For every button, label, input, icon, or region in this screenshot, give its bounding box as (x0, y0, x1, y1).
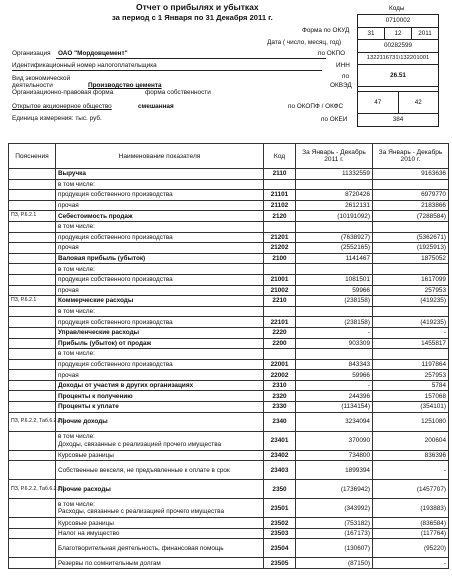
note-cell: ПЗ, Р.6.2.2, Таб.6.2.2.1 (9, 480, 56, 499)
col-notes: Пояснения (9, 144, 56, 169)
note-cell (9, 431, 56, 450)
name-cell: продукция собственного производства (56, 359, 264, 370)
name-cell: Проценты к уплате (56, 402, 264, 413)
value-2011-cell: (167173) (296, 528, 373, 539)
okfs-value: 42 (398, 92, 439, 113)
value-2010-cell (373, 264, 449, 275)
code-cell (264, 349, 296, 360)
unit-label: Единица измерения: тыс. руб. (12, 115, 102, 122)
note-cell (9, 359, 56, 370)
code-cell: 21001 (264, 274, 296, 285)
note-cell (9, 450, 56, 461)
table-row (9, 349, 449, 360)
table-row (9, 370, 449, 381)
okved-label-1: по (342, 73, 350, 80)
value-2010-cell: 157068 (373, 391, 449, 402)
value-2011-cell: 3234094 (296, 412, 373, 431)
name-cell: продукция собственного производства (56, 317, 264, 328)
table-row (9, 528, 449, 539)
okved-code: 26.51 (358, 64, 438, 86)
legal-form-label: Организационно-правовая форма (12, 89, 114, 96)
code-cell: 21002 (264, 285, 296, 296)
note-cell (9, 253, 56, 264)
code-cell: 2200 (264, 338, 296, 349)
activity-label-1: Вид экономической (12, 75, 71, 82)
code-cell: 22001 (264, 359, 296, 370)
note-cell (9, 306, 56, 317)
note-cell (9, 232, 56, 243)
name-cell: продукция собственного производства (56, 232, 264, 243)
value-2011-cell (296, 264, 373, 275)
note-cell (9, 285, 56, 296)
report-period: за период с 1 Января по 31 Декабря 2011 г. (112, 13, 273, 22)
codes-box (357, 14, 439, 127)
value-2011-cell: 1141467 (296, 253, 373, 264)
date-label: Дата ( число, месяц, год) (267, 39, 342, 46)
col-code: Код (264, 144, 296, 169)
code-cell: 2340 (264, 412, 296, 431)
col-name: Наименование показателя (56, 144, 264, 169)
name-cell: Прочие расходы (56, 480, 264, 499)
note-cell (9, 179, 56, 190)
value-2011-cell: (130607) (296, 539, 373, 558)
code-cell: 2100 (264, 253, 296, 264)
note-cell (9, 499, 56, 518)
value-2011-cell: 1081501 (296, 274, 373, 285)
value-2010-cell: (7288584) (373, 211, 449, 222)
note-cell (9, 169, 56, 180)
code-cell (264, 306, 296, 317)
table-row (9, 317, 449, 328)
value-2011-cell: 59966 (296, 285, 373, 296)
note-cell (9, 461, 56, 480)
value-2010-cell: 6979770 (373, 190, 449, 201)
name-cell: в том числе: (56, 306, 264, 317)
value-2011-cell: 370090 (296, 431, 373, 450)
value-2010-cell: 1875052 (373, 253, 449, 264)
note-cell: ПЗ, Р.6.2.1 (9, 211, 56, 222)
table-row (9, 518, 449, 529)
table-row (9, 232, 449, 243)
table-row (9, 412, 449, 431)
value-2010-cell: (419235) (373, 317, 449, 328)
value-2010-cell: 1197864 (373, 359, 449, 370)
code-cell: 22002 (264, 370, 296, 381)
code-cell: 23401 (264, 431, 296, 450)
value-2010-cell: 1617099 (373, 274, 449, 285)
note-cell: ПЗ, Р.6.2.1 (9, 296, 56, 307)
note-cell (9, 243, 56, 254)
table-row (9, 221, 449, 232)
code-cell: 2120 (264, 211, 296, 222)
table-row (9, 190, 449, 201)
note-cell (9, 200, 56, 211)
table-row (9, 558, 449, 569)
report-title: Отчет о прибылях и убытках (136, 2, 259, 12)
value-2011-cell: (343992) (296, 499, 373, 518)
value-2010-cell: 2183866 (373, 200, 449, 211)
name-cell: продукция собственного производства (56, 190, 264, 201)
value-2011-cell: - (296, 327, 373, 338)
name-cell: в том числе: Расходы, связанные с реализацией прочего имущества (56, 499, 264, 518)
value-2011-cell: (238158) (296, 296, 373, 307)
code-cell: 23505 (264, 558, 296, 569)
ownership-label: форма собственности (145, 89, 211, 96)
table-row (9, 539, 449, 558)
note-cell (9, 221, 56, 232)
note-cell: ПЗ, Р.6.2.2, Таб.6.2.2.1 (9, 412, 56, 431)
note-cell (9, 558, 56, 569)
value-2010-cell: (836584) (373, 518, 449, 529)
name-cell: Прибыль (убыток) от продаж (56, 338, 264, 349)
name-cell: прочая (56, 285, 264, 296)
value-2010-cell: 257953 (373, 370, 449, 381)
value-2010-cell: (419235) (373, 296, 449, 307)
value-2011-cell: (2552165) (296, 243, 373, 254)
value-2011-cell: (238158) (296, 317, 373, 328)
value-2010-cell: 1251080 (373, 412, 449, 431)
okopf-value: 47 (374, 99, 382, 106)
name-cell: в том числе: (56, 264, 264, 275)
name-cell: Себестоимость продаж (56, 211, 264, 222)
value-2010-cell: 5784 (373, 380, 449, 391)
value-2010-cell: (117764) (373, 528, 449, 539)
name-cell: Благотворительная деятельность, финансовая помощь (56, 539, 264, 558)
value-2010-cell (373, 306, 449, 317)
code-cell: 21201 (264, 232, 296, 243)
value-2011-cell: 11332559 (296, 169, 373, 180)
value-2011-cell: 903309 (296, 338, 373, 349)
code-cell: 2350 (264, 480, 296, 499)
name-cell: прочая (56, 200, 264, 211)
table-row (9, 179, 449, 190)
note-cell (9, 264, 56, 275)
value-2011-cell: 8720426 (296, 190, 373, 201)
value-2010-cell: (193883) (373, 499, 449, 518)
code-cell: 2310 (264, 380, 296, 391)
note-cell (9, 338, 56, 349)
legal-form-value: Открытое акционерное общество (12, 103, 112, 110)
value-2011-cell (296, 221, 373, 232)
note-cell (9, 402, 56, 413)
okved-label-2: ОКВЭД (330, 82, 352, 89)
value-2011-cell: 2612131 (296, 200, 373, 211)
code-cell: 23402 (264, 450, 296, 461)
table-row (9, 499, 449, 518)
table-row (9, 243, 449, 254)
code-cell: 23503 (264, 528, 296, 539)
code-cell: 23403 (264, 461, 296, 480)
name-cell: Налог на имущество (56, 528, 264, 539)
date-code (358, 27, 438, 40)
value-2011-cell: 244396 (296, 391, 373, 402)
note-cell (9, 391, 56, 402)
code-cell: 2330 (264, 402, 296, 413)
code-cell: 2110 (264, 169, 296, 180)
table-row (9, 264, 449, 275)
note-cell (9, 327, 56, 338)
okopf-code (358, 91, 438, 113)
value-2011-cell (296, 306, 373, 317)
okud-code: 0710002 (385, 17, 411, 24)
value-2011-cell: 843343 (296, 359, 373, 370)
okud-label: Форма по ОКУД (302, 27, 350, 34)
okopf-label: по ОКОПФ / ОКФС (288, 103, 344, 110)
code-cell: 21202 (264, 243, 296, 254)
code-cell: 23504 (264, 539, 296, 558)
name-cell: Выручка (56, 169, 264, 180)
table-row (9, 402, 449, 413)
org-label: Организация (12, 50, 51, 57)
table-row (9, 211, 449, 222)
value-2010-cell: (1925913) (373, 243, 449, 254)
note-cell (9, 528, 56, 539)
value-2011-cell: 1899394 (296, 461, 373, 480)
code-cell (264, 179, 296, 190)
okei-code: 384 (358, 113, 438, 126)
inn-code: 1322116731\132201001 (358, 52, 438, 65)
inn-label: ИНН (336, 62, 350, 69)
table-row (9, 285, 449, 296)
date-day: 31 (367, 29, 375, 37)
name-cell: Резервы по сомнительным долгам (56, 558, 264, 569)
code-cell: 2210 (264, 296, 296, 307)
table-row (9, 274, 449, 285)
note-cell (9, 518, 56, 529)
org-name: ОАО "Мордовцемент" (58, 50, 128, 57)
value-2011-cell: (7638927) (296, 232, 373, 243)
activity-value: Производство цемента (88, 82, 162, 89)
okei-label: по ОКЕИ (321, 116, 348, 123)
ownership-value: смешанная (138, 103, 174, 110)
date-month: 12 (384, 28, 411, 40)
table-row (9, 450, 449, 461)
value-2010-cell: - (373, 558, 449, 569)
table-row (9, 306, 449, 317)
value-2010-cell: (354101) (373, 402, 449, 413)
value-2010-cell: (1457707) (373, 480, 449, 499)
code-cell (264, 264, 296, 275)
code-cell: 2220 (264, 327, 296, 338)
value-2010-cell: - (373, 461, 449, 480)
value-2011-cell: (1134154) (296, 402, 373, 413)
code-cell: 23502 (264, 518, 296, 529)
codes-label: Коды (389, 5, 405, 12)
name-cell: Курсовые разницы (56, 518, 264, 529)
value-2010-cell (373, 221, 449, 232)
code-cell: 2320 (264, 391, 296, 402)
value-2011-cell: 734800 (296, 450, 373, 461)
value-2011-cell (296, 179, 373, 190)
name-cell: в том числе: (56, 349, 264, 360)
value-2011-cell: (87150) (296, 558, 373, 569)
name-cell: прочая (56, 370, 264, 381)
table-header-row (9, 144, 449, 169)
value-2011-cell: 59966 (296, 370, 373, 381)
value-2010-cell: - (373, 327, 449, 338)
value-2011-cell: (753182) (296, 518, 373, 529)
table-row (9, 169, 449, 180)
name-cell: прочая (56, 243, 264, 254)
table-row (9, 296, 449, 307)
table-row (9, 461, 449, 480)
table-row (9, 253, 449, 264)
col-2011: За Январь - Декабрь 2011 г. (296, 144, 373, 169)
name-cell: Коммерческие расходы (56, 296, 264, 307)
name-cell: Собственные векселя, не предъявленные к оплате в срок (56, 461, 264, 480)
table-row (9, 327, 449, 338)
inn-title: Идентификационный номер налогоплательщика (12, 62, 157, 69)
value-2010-cell: 200604 (373, 431, 449, 450)
name-cell: Прочие доходы (56, 412, 264, 431)
value-2010-cell: (5362671) (373, 232, 449, 243)
value-2010-cell: 1455817 (373, 338, 449, 349)
code-cell: 23501 (264, 499, 296, 518)
value-2010-cell: 9163636 (373, 169, 449, 180)
name-cell: в том числе: Доходы, связанные с реализацией прочего имущества (56, 431, 264, 450)
value-2010-cell: (95220) (373, 539, 449, 558)
table-row (9, 359, 449, 370)
value-2011-cell: - (296, 380, 373, 391)
note-cell (9, 370, 56, 381)
name-cell: Курсовые разницы (56, 450, 264, 461)
okpo-label: по ОКПО (318, 50, 346, 57)
note-cell (9, 380, 56, 391)
note-cell (9, 274, 56, 285)
name-cell: в том числе: (56, 221, 264, 232)
note-cell (9, 539, 56, 558)
income-statement-table (8, 143, 449, 569)
value-2011-cell (296, 349, 373, 360)
code-cell (264, 221, 296, 232)
note-cell (9, 349, 56, 360)
table-row (9, 338, 449, 349)
note-cell (9, 190, 56, 201)
code-cell: 22101 (264, 317, 296, 328)
value-2010-cell: 836396 (373, 450, 449, 461)
name-cell: Доходы от участия в других организациях (56, 380, 264, 391)
date-year: 2011 (411, 28, 438, 40)
table-row (9, 380, 449, 391)
okpo-code: 00282599 (358, 39, 438, 52)
name-cell: Валовая прибыль (убыток) (56, 253, 264, 264)
value-2011-cell: (10191092) (296, 211, 373, 222)
name-cell: продукция собственного производства (56, 274, 264, 285)
value-2010-cell (373, 349, 449, 360)
table-row (9, 200, 449, 211)
value-2010-cell (373, 179, 449, 190)
note-cell (9, 317, 56, 328)
col-2010: За Январь - Декабрь 2010 г. (373, 144, 449, 169)
table-row (9, 391, 449, 402)
name-cell: в том числе: (56, 179, 264, 190)
name-cell: Проценты к получению (56, 391, 264, 402)
table-row (9, 480, 449, 499)
value-2010-cell: 257953 (373, 285, 449, 296)
name-cell: Управленческие расходы (56, 327, 264, 338)
activity-label-2: деятельности (12, 82, 53, 89)
table-row (9, 431, 449, 450)
code-cell: 21102 (264, 200, 296, 211)
table-body (9, 169, 449, 569)
value-2011-cell: (1736942) (296, 480, 373, 499)
code-cell: 21101 (264, 190, 296, 201)
